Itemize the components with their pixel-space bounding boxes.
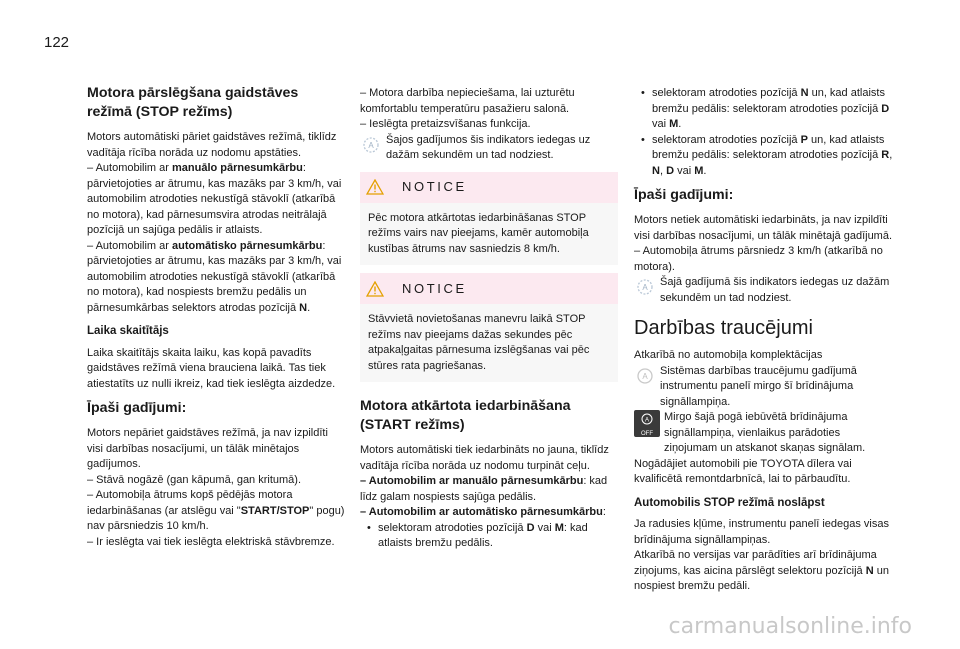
list-item: • selektoram atrodoties pozīcijā P un, kad atlaists bremžu pedālis: selektoram atrodoties pozīcijā R, N, D vai M. <box>634 133 896 180</box>
auto-stop-warning-icon <box>634 365 656 385</box>
stop-start-off-button-icon: A OFF <box>634 410 660 437</box>
notice-text: Pēc motora atkārtotas iedarbināšanas STOP režīms vairs nav pieejams, kamēr automobiļa kustības ātrums nav sasniedzis 8 km/h. <box>368 211 589 255</box>
paragraph: – Automobiļa ātrums pārsniedz 3 km/h (atkarībā no motora). <box>634 245 883 273</box>
page-number: 122 <box>44 34 70 51</box>
subsection-title-timer: Laika skaitītājs <box>87 325 169 337</box>
paragraph: Atkarībā no automobiļa komplektācijas <box>634 349 823 361</box>
paragraph: Motors nepāriet gaidstāves režīmā, ja nav izpildīti visi darbības nosacījumi, un tālāk minētajos gadījumos. <box>87 427 328 470</box>
notice-box <box>360 172 618 266</box>
section-title-special-cases: Īpaši gadījumi: <box>634 187 734 203</box>
paragraph: Nogādājiet automobili pie TOYOTA dīlera vai kvalificētā remontdarbnīcā, lai to pārbaudītu. <box>634 457 852 485</box>
auto-stop-indicator-icon <box>634 276 656 296</box>
notice-label: NOTICE <box>402 280 467 296</box>
auto-stop-indicator-icon <box>360 134 382 154</box>
svg-text:A: A <box>368 140 374 150</box>
subsection-title-engine-stalls: Automobilis STOP režīmā noslāpst <box>634 496 825 509</box>
paragraph: – Ir ieslēgta vai tiek ieslēgta elektriskā stāvbremze. <box>87 535 335 548</box>
paragraph: – Automobilim ar automātisko pārnesumkārbu: pārvietojoties ar ātrumu, kas mazāks par 3 km/h, vai automobilim atrodoties nekustīgā stāvoklī (atkarībā no motora), kad nospiests bremžu pedālis un pārnesumkārbas selektors atrodas pozīcijā N. <box>87 239 342 314</box>
column-1 <box>87 84 345 550</box>
paragraph: – Automobilim ar manuālo pārnesumkārbu: kad līdz galam nospiests sajūga pedālis. <box>360 475 608 503</box>
paragraph: Motors automātiski tiek iedarbināts no jauna, tiklīdz vadītāja rīcība norāda uz nodomu turpināt ceļu. <box>360 444 609 472</box>
paragraph: – Stāvā nogāzē (gan kāpumā, gan kritumā). <box>87 473 302 486</box>
paragraph: – Automobilim ar automātisko pārnesumkārbu: <box>360 506 606 518</box>
notice-box <box>360 273 618 382</box>
warning-triangle-icon <box>366 179 384 195</box>
section-title-start-mode: Motora atkārtota iedarbināšana (START režīms) <box>360 398 571 433</box>
svg-text:A: A <box>644 417 650 424</box>
indicator-note: A Šajos gadījumos šis indikators iedegas uz dažām sekundēm un tad nodziest. <box>360 133 618 164</box>
notice-label: NOTICE <box>402 179 467 195</box>
paragraph: Laika skaitītājs skaita laiku, kas kopā pavadīts gaidstāves režīmā viena brauciena laikā. Tas tiek atiestatīts uz nulli ikreiz, kad tiek ieslēgta aizdedze. <box>87 346 336 390</box>
warning-triangle-icon <box>366 281 384 297</box>
watermark: carmanualsonline.info <box>668 614 912 639</box>
paragraph: – Automobilim ar manuālo pārnesumkārbu: pārvietojoties ar ātrumu, kas mazāks par 3 km/h, vai automobilim atrodoties nekustīgā stāvoklī (atkarībā no motora), kad pārnesumsvira atrodas neitrālajā pozīcijā un sajūga pedālis ir atlaists. <box>87 162 342 236</box>
paragraph: Atkarībā no versijas var parādīties arī brīdinājuma ziņojums, kas aicina pārslēgt selektoru pozīcijā N un nospiest bremžu pedāli. <box>634 549 889 592</box>
paragraph: Ja radusies kļūme, instrumentu panelī iedegas visas brīdinājuma signāllampiņas. <box>634 518 889 546</box>
malfunction-note: A Sistēmas darbības traucējumu gadījumā instrumentu panelī mirgo šī brīdinājuma signāllampiņa. <box>634 364 896 411</box>
notice-text: Stāvvietā novietošanas manevru laikā STOP režīms nav pieejams dažas sekundes pēc atpakaļgaitas pārnesuma izslēgšanas vai pēc stūres rata pagriešanas. <box>368 313 590 372</box>
section-title-stop-mode: Motora pārslēgšana gaidstāves režīmā (STOP režīms) <box>87 85 299 120</box>
paragraph: – Ieslēgta pretaizsvīšanas funkcija. <box>360 118 531 130</box>
list-item: • selektoram atrodoties pozīcijā D vai M: kad atlaists bremžu pedālis. <box>360 521 618 552</box>
paragraph: Motors automātiski pāriet gaidstāves režīmā, tiklīdz vadītāja rīcība norāda uz nodomu apstāties. <box>87 131 337 159</box>
column-3 <box>634 86 896 595</box>
column-2 <box>360 86 618 552</box>
paragraph: Motors netiek automātiski iedarbināts, ja nav izpildīti visi darbības nosacījumi, un tālāk minētajā gadījumā. <box>634 214 893 242</box>
list-item: • selektoram atrodoties pozīcijā N un, kad atlaists bremžu pedālis: selektoram atrodoties pozīcijā D vai M. <box>634 86 896 133</box>
paragraph: – Motora darbība nepieciešama, lai uzturētu komfortablu temperatūru pasažieru salonā. <box>360 87 575 115</box>
paragraph: – Automobiļa ātrums kopš pēdējās motora iedarbināšanas (ar atslēgu vai "START/STOP" pogu) nav pārsniedzis 10 km/h. <box>87 489 345 532</box>
svg-text:A: A <box>642 283 648 292</box>
indicator-note: A Šajā gadījumā šis indikators iedegas uz dažām sekundēm un tad nodziest. <box>634 275 896 306</box>
section-title-malfunctions: Darbības traucējumi <box>634 317 813 339</box>
button-note: A OFF Mirgo šajā pogā iebūvētā brīdinājuma signāllampiņa, vienlaikus parādoties ziņojumam un atskanot skaņas signālam. <box>634 410 896 457</box>
section-title-special-cases: Īpaši gadījumi: <box>87 400 187 416</box>
svg-text:A: A <box>642 371 648 381</box>
